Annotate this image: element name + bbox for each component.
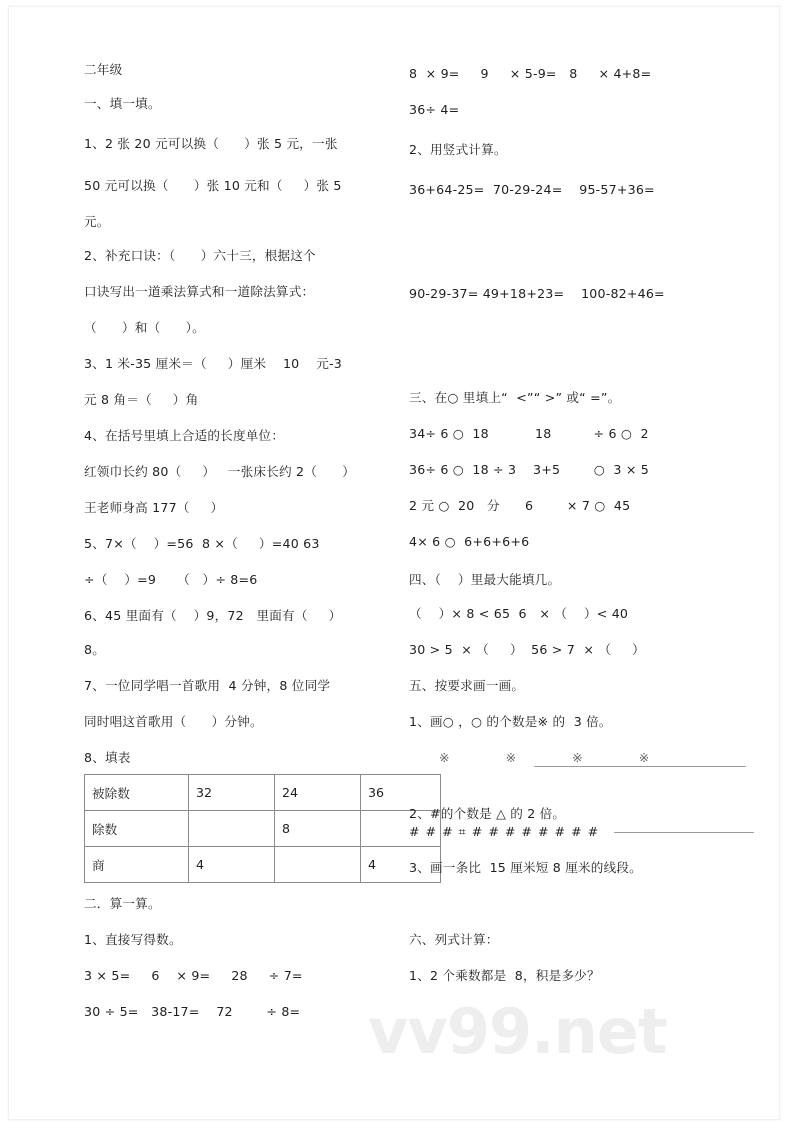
answer-rule-stars [534,766,746,767]
question-4-line-2: 红领巾长约 80（ ） 一张床长约 2（ ） [84,464,356,479]
draw-item-1: 1、画○ ，○ 的个数是※ 的 3 倍。 [409,714,612,729]
table-cell: 8 [275,811,361,847]
question-4-line-1: 4、在括号里填上合适的长度单位： [84,428,285,443]
table-cell [189,811,275,847]
question-1-line-3: 元。 [84,214,110,229]
table-cell: 4 [361,847,441,883]
arith-row-2: 30 ÷ 5= 38-17= 72 ÷ 8= [84,1004,301,1019]
draw-item-2: 2、#的个数是 △ 的 2 倍。 [409,806,566,821]
section-five-heading: 五、按要求画一画。 [409,678,525,693]
site-watermark: vv99.net [368,995,667,1068]
table-cell-quotient-label: 商 [85,847,189,883]
question-5-line-1: 5、7×（ ）=56 8 ×（ ）=40 63 [84,536,320,551]
question-4-line-3: 王老师身高 177（ ） [84,500,224,515]
question-5-line-2: ÷（ ）=9 （ ）÷ 8=6 [84,572,258,587]
max-fill-row-2: 30 > 5 × （ ） 56 > 7 × （ ） [409,642,645,657]
compare-row-4: 4× 6 ○ 6+6+6+6 [409,534,530,549]
table-row [85,811,441,847]
section-six-heading: 六、列式计算： [409,932,499,947]
vertical-calc-row-1: 36+64-25= 70-29-24= 95-57+36= [409,182,655,197]
section-two-item-2: 2、用竖式计算。 [409,142,507,157]
compare-row-3: 2 元 ○ 20 分 6 × 7 ○ 45 [409,498,631,513]
question-8-heading: 8、填表 [84,750,131,765]
question-3-line-1: 3、1 米-35 厘米＝（ ）厘米 10 元-3 [84,356,342,371]
vertical-calc-row-2: 90-29-37= 49+18+23= 100-82+46= [409,286,665,301]
table-cell: 36 [361,775,441,811]
table-cell-divisor-label: 除数 [85,811,189,847]
section-one-heading: 一、填一填。 [84,96,161,111]
table-cell [275,847,361,883]
compare-row-1: 34÷ 6 ○ 18 18 ÷ 6 ○ 2 [409,426,649,441]
section-six-item-1: 1、2 个乘数都是 8，积是多少？ [409,968,600,983]
hash-symbols-row: # # # ⌗ # # # # # # # # [409,824,600,839]
section-four-heading: 四、（ ）里最大能填几。 [409,572,561,587]
page-border [8,6,780,1120]
question-6-line-1: 6、45 里面有（ ）9，72 里面有（ ） [84,608,342,623]
max-fill-row-1: （ ）× 8 < 65 6 × （ ）< 40 [409,606,629,621]
table-row [85,847,441,883]
section-two-item-1: 1、直接写得数。 [84,932,182,947]
question-1-line-1: 1、2 张 20 元可以换（ ）张 5 元，一张 [84,136,338,151]
draw-item-3: 3、画一条比 15 厘米短 8 厘米的线段。 [409,860,642,875]
question-7-line-1: 7、一位同学唱一首歌用 4 分钟，8 位同学 [84,678,331,693]
question-3-line-2: 元 8 角＝（ ）角 [84,392,199,407]
question-2-line-1: 2、补充口诀：（ ）六十三，根据这个 [84,248,316,263]
table-row [85,775,441,811]
arith-row-1: 3 × 5= 6 × 9= 28 ÷ 7= [84,968,303,983]
question-2-line-3: （ ）和（ ）。 [84,320,205,335]
division-fill-table [84,774,441,883]
table-cell: 4 [189,847,275,883]
oral-arith-row-2: 36÷ 4= [409,102,460,117]
question-6-line-2: 8。 [84,642,106,657]
table-cell: 24 [275,775,361,811]
table-cell-dividend-label: 被除数 [85,775,189,811]
question-7-line-2: 同时唱这首歌用（ ）分钟。 [84,714,263,729]
star-symbols-row: ※ ※ ※ ※ [409,750,661,765]
section-three-heading: 三、在○ 里填上“ <”“ >” 或“ =”。 [409,390,621,405]
question-2-line-2: 口诀写出一道乘法算式和一道除法算式： [84,284,315,299]
grade-title: 二年级 [84,62,123,77]
compare-row-2: 36÷ 6 ○ 18 ÷ 3 3+5 ○ 3 × 5 [409,462,649,477]
oral-arith-row-1: 8 × 9= 9 × 5-9= 8 × 4+8= [409,66,652,81]
section-two-heading: 二．算一算。 [84,896,161,911]
question-1-line-2: 50 元可以换（ ）张 10 元和（ ）张 5 [84,178,342,193]
table-cell: 32 [189,775,275,811]
answer-rule-hashes [614,832,754,833]
